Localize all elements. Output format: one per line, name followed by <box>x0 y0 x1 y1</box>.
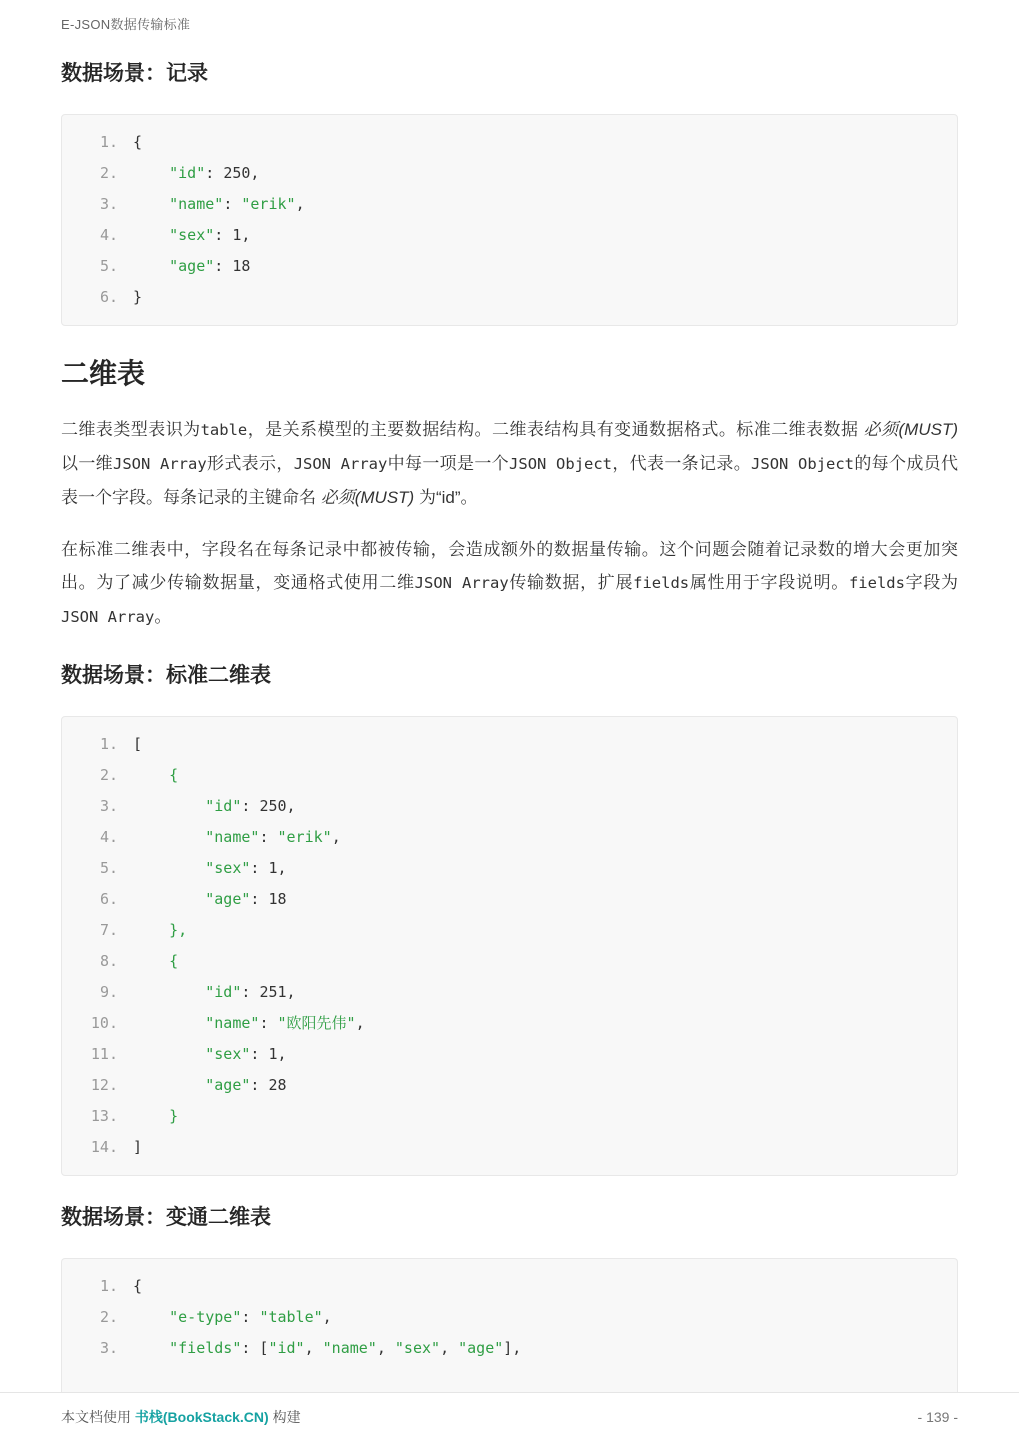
code-line <box>78 282 941 313</box>
page-number: - 139 - <box>917 1408 958 1425</box>
line-number: 1. <box>99 1277 118 1295</box>
line-number: 12. <box>90 1076 118 1094</box>
code-line <box>78 1101 941 1132</box>
paragraph-table-variant-format <box>61 533 958 634</box>
code-text: "age": 28 <box>205 1076 287 1094</box>
code-line <box>78 791 941 822</box>
text-run: ，代表一条记录。 <box>612 454 752 473</box>
line-number: 11. <box>90 1045 118 1063</box>
line-number: 2. <box>99 766 118 784</box>
code-line <box>78 189 941 220</box>
line-number: 6. <box>99 288 118 306</box>
code-line <box>78 729 941 760</box>
code-line <box>78 1070 941 1101</box>
code-text: "name": "erik", <box>205 828 341 846</box>
page-footer <box>0 1392 1019 1440</box>
code-text: }, <box>169 921 188 939</box>
code-text: { <box>133 1277 143 1295</box>
code-line <box>78 127 941 158</box>
line-number: 5. <box>99 257 118 275</box>
code-text: } <box>169 1107 179 1125</box>
code-text: "age": 18 <box>169 257 251 275</box>
inline-code: JSON Array <box>414 574 509 592</box>
line-number: 9. <box>99 983 118 1001</box>
code-block-standard-table <box>61 716 958 1176</box>
inline-code: JSON Array <box>293 455 388 473</box>
text-run: 中每一项是一个 <box>387 454 510 473</box>
code-text: { <box>169 952 179 970</box>
code-line <box>78 1008 941 1039</box>
text-run: 形式表示， <box>206 454 294 473</box>
heading-variant-table-scenario: 数据场景：变通二维表 <box>61 1206 271 1229</box>
text-run: 的每个成员代表一个字段。每条记录的主键命名 <box>61 454 959 507</box>
code-text: "sex": 1, <box>205 1045 287 1063</box>
footer-text-prefix: 本文档使用 <box>61 1408 135 1425</box>
code-line <box>78 1039 941 1070</box>
code-line <box>78 977 941 1008</box>
code-text: "id": 250, <box>169 164 260 182</box>
heading-standard-table-scenario: 数据场景：标准二维表 <box>61 664 271 687</box>
code-text: { <box>133 133 143 151</box>
text-run: 二维表类型表识为 <box>61 420 201 439</box>
text-run: 为“id”。 <box>414 488 478 507</box>
line-number: 4. <box>99 226 118 244</box>
code-text: } <box>133 288 143 306</box>
emphasis-text: 必须(MUST) <box>320 488 415 507</box>
code-text: "sex": 1, <box>169 226 251 244</box>
line-number: 3. <box>99 195 118 213</box>
inline-code: fields <box>633 574 690 592</box>
text-run: 属性用于字段说明。 <box>689 573 849 592</box>
text-run: ，是关系模型的主要数据结构。二维表结构具有变通数据格式。标准二维表数据 <box>247 420 864 439</box>
line-number: 2. <box>99 164 118 182</box>
code-line <box>78 822 941 853</box>
code-text: "name": "erik", <box>169 195 305 213</box>
code-line <box>78 158 941 189</box>
code-line <box>78 1302 941 1333</box>
code-line <box>78 251 941 282</box>
inline-code: JSON Array <box>61 608 155 626</box>
footer-text-suffix: 构建 <box>268 1408 301 1425</box>
heading-record-scenario: 数据场景：记录 <box>61 62 208 85</box>
code-line <box>78 1333 941 1364</box>
doc-header-title: E-JSON数据传输标准 <box>61 17 191 32</box>
paragraph-table-definition <box>61 413 958 514</box>
line-number: 5. <box>99 859 118 877</box>
code-text: { <box>169 766 179 784</box>
code-line <box>78 915 941 946</box>
emphasis-text: 必须(MUST) <box>863 420 958 439</box>
code-line <box>78 946 941 977</box>
heading-two-dimensional-table: 二维表 <box>61 358 146 389</box>
code-text: "fields": ["id", "name", "sex", "age"], <box>169 1339 522 1357</box>
line-number: 1. <box>99 133 118 151</box>
code-line <box>78 853 941 884</box>
text-run: 传输数据，扩展 <box>508 573 634 592</box>
code-text: "e-type": "table", <box>169 1308 332 1326</box>
footer-built-with <box>61 1407 301 1427</box>
line-number: 13. <box>90 1107 118 1125</box>
code-text: "id": 251, <box>205 983 296 1001</box>
code-line <box>78 884 941 915</box>
code-line <box>78 1132 941 1163</box>
line-number: 6. <box>99 890 118 908</box>
inline-code: fields <box>848 574 905 592</box>
text-run: 。 <box>154 607 172 626</box>
line-number: 7. <box>99 921 118 939</box>
code-block-variant-table <box>61 1258 958 1399</box>
line-number: 14. <box>90 1138 118 1156</box>
code-line <box>78 760 941 791</box>
text-run: 字段为 <box>904 573 959 592</box>
code-text: "age": 18 <box>205 890 287 908</box>
code-block-record <box>61 114 958 326</box>
code-text: "sex": 1, <box>205 859 287 877</box>
code-text: "id": 250, <box>205 797 296 815</box>
code-line <box>78 220 941 251</box>
line-number: 8. <box>99 952 118 970</box>
line-number: 3. <box>99 797 118 815</box>
line-number: 3. <box>99 1339 118 1357</box>
bookstack-link[interactable]: 书栈(BookStack.CN) <box>134 1408 269 1425</box>
code-text: ] <box>133 1138 143 1156</box>
inline-code: JSON Object <box>751 455 855 473</box>
line-number: 1. <box>99 735 118 753</box>
line-number: 10. <box>90 1014 118 1032</box>
text-run: 在标准二维表中，字段名在每条记录中都被传输，会造成额外的数据量传输。这个问题会随着记录数的增大会更加突出。为了减少传输数据量，变通格式使用二维 <box>61 540 958 592</box>
code-text: [ <box>133 735 143 753</box>
code-line <box>78 1271 941 1302</box>
inline-code: JSON Array <box>113 455 207 473</box>
line-number: 4. <box>99 828 118 846</box>
code-text: "name": "欧阳先伟", <box>205 1014 365 1032</box>
inline-code: JSON Object <box>509 455 613 473</box>
text-run: 以一维 <box>61 454 114 473</box>
inline-code: table <box>200 421 248 439</box>
line-number: 2. <box>99 1308 118 1326</box>
